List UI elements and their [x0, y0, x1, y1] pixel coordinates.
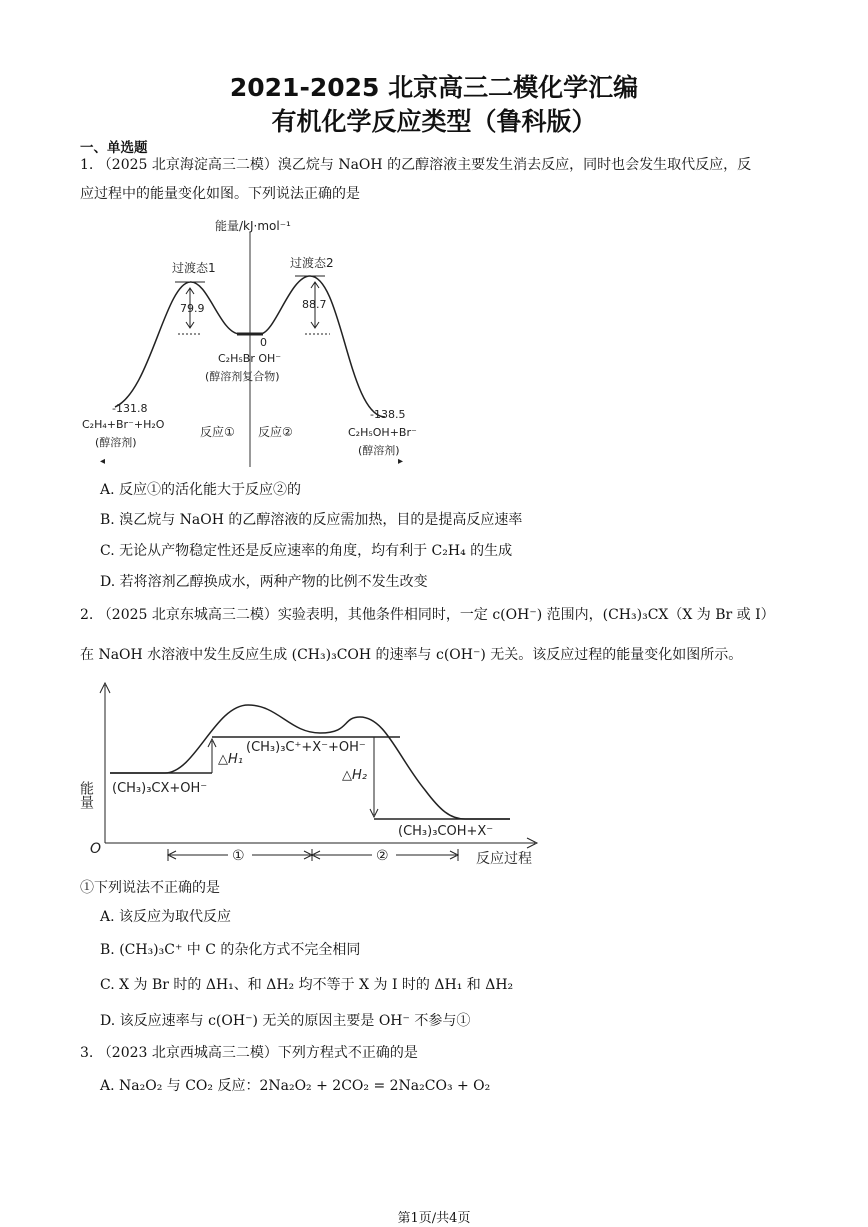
q1-left-value: -131.8 — [112, 402, 148, 415]
q1-stem-line1: 1. （2025 北京海淀高三二模）溴乙烷与 NaOH 的乙醇溶液主要发生消去反应，同时也会发生取代反应，反 — [80, 157, 752, 173]
q1-complex-line2: (醇溶剂复合物) — [205, 370, 280, 383]
q1-option-c: C. 无论从产物稳定性还是反应速率的角度，均有利于 C₂H₄ 的生成 — [100, 543, 513, 559]
svg-text:▸: ▸ — [398, 456, 404, 467]
q2-ylabel: 能量 — [78, 781, 94, 809]
q1-ylabel: 能量/kJ·mol⁻¹ — [215, 219, 291, 233]
q2-intermediate-label: (CH₃)₃C⁺+X⁻+OH⁻ — [246, 740, 366, 755]
q2-option-c: C. X 为 Br 时的 ΔH₁、和 ΔH₂ 均不等于 X 为 I 时的 ΔH₁ 和 ΔH₂ — [100, 977, 514, 993]
q2-option-b: B. (CH₃)₃C⁺ 中 C 的杂化方式不完全相同 — [100, 942, 361, 958]
q1-right-value: -138.5 — [370, 408, 406, 421]
q1-left-solvent: (醇溶剂) — [95, 436, 137, 449]
q2-stem-line2: 在 NaOH 水溶液中发生反应生成 (CH₃)₃COH 的速率与 c(OH⁻) 无关。该反应过程的能量变化如图所示。 — [80, 647, 743, 663]
q1-zero-label: 0 — [260, 336, 267, 349]
q3-option-a: A. Na₂O₂ 与 CO₂ 反应：2Na₂O₂ + 2CO₂ = 2Na₂CO₃ + O₂ — [100, 1078, 491, 1094]
q2-dh1-label: △H₁ — [218, 752, 243, 767]
q1-ts1-label: 过渡态1 — [172, 261, 216, 275]
q1-right-solvent: (醇溶剂) — [358, 444, 400, 457]
q2-origin: O — [90, 841, 102, 857]
q2-energy-curve — [110, 705, 510, 819]
q1-energy-diagram — [80, 212, 530, 470]
q1-complex-line1: C₂H₅Br OH⁻ — [218, 352, 282, 365]
q2-stem-line1: 2. （2025 北京东城高三二模）实验表明，其他条件相同时，一定 c(OH⁻) 范围内，(CH₃)₃CX（X 为 Br 或 I） — [80, 607, 775, 623]
q2-step2-label: ② — [376, 848, 389, 864]
q2-product-label: (CH₃)₃COH+X⁻ — [398, 824, 494, 839]
q1-right-species: C₂H₅OH+Br⁻ — [348, 426, 417, 439]
q1-left-species: C₂H₄+Br⁻+H₂O — [82, 418, 165, 431]
q2-step1-label: ① — [232, 848, 245, 864]
q2-dh2-label: △H₂ — [342, 768, 367, 783]
q2-energy-diagram — [80, 675, 550, 875]
q2-option-a: A. 该反应为取代反应 — [100, 909, 232, 925]
q1-ea1-value: 79.9 — [180, 302, 205, 315]
q2-option-d: D. 该反应速率与 c(OH⁻) 无关的原因主要是 OH⁻ 不参与① — [100, 1013, 471, 1029]
q1-option-a: A. 反应①的活化能大于反应②的 — [100, 482, 302, 498]
q1-reaction2-label: 反应② — [258, 425, 293, 439]
q2-reactant-label: (CH₃)₃CX+OH⁻ — [112, 781, 208, 796]
page-subtitle: 有机化学反应类型（鲁科版） — [271, 107, 597, 136]
q2-xlabel: 反应过程 — [476, 851, 532, 867]
q1-reaction1-label: 反应① — [200, 425, 235, 439]
page-footer: 第1页/共4页 — [397, 1211, 471, 1226]
q1-ts2-label: 过渡态2 — [290, 256, 334, 270]
page-title: 2021-2025 北京高三二模化学汇编 — [229, 73, 639, 102]
q1-ea2-value: 88.7 — [302, 298, 327, 311]
svg-text:◂: ◂ — [100, 456, 106, 467]
q1-option-d: D. 若将溶剂乙醇换成水，两种产物的比例不发生改变 — [100, 574, 428, 590]
q1-stem-line2: 应过程中的能量变化如图。下列说法正确的是 — [80, 186, 360, 202]
q3-stem: 3. （2023 北京西城高三二模）下列方程式不正确的是 — [80, 1045, 418, 1061]
q2-sub-question: ①下列说法不正确的是 — [80, 880, 220, 896]
section-heading: 一、单选题 — [80, 140, 148, 156]
q1-option-b: B. 溴乙烷与 NaOH 的乙醇溶液的反应需加热，目的是提高反应速率 — [100, 512, 523, 528]
